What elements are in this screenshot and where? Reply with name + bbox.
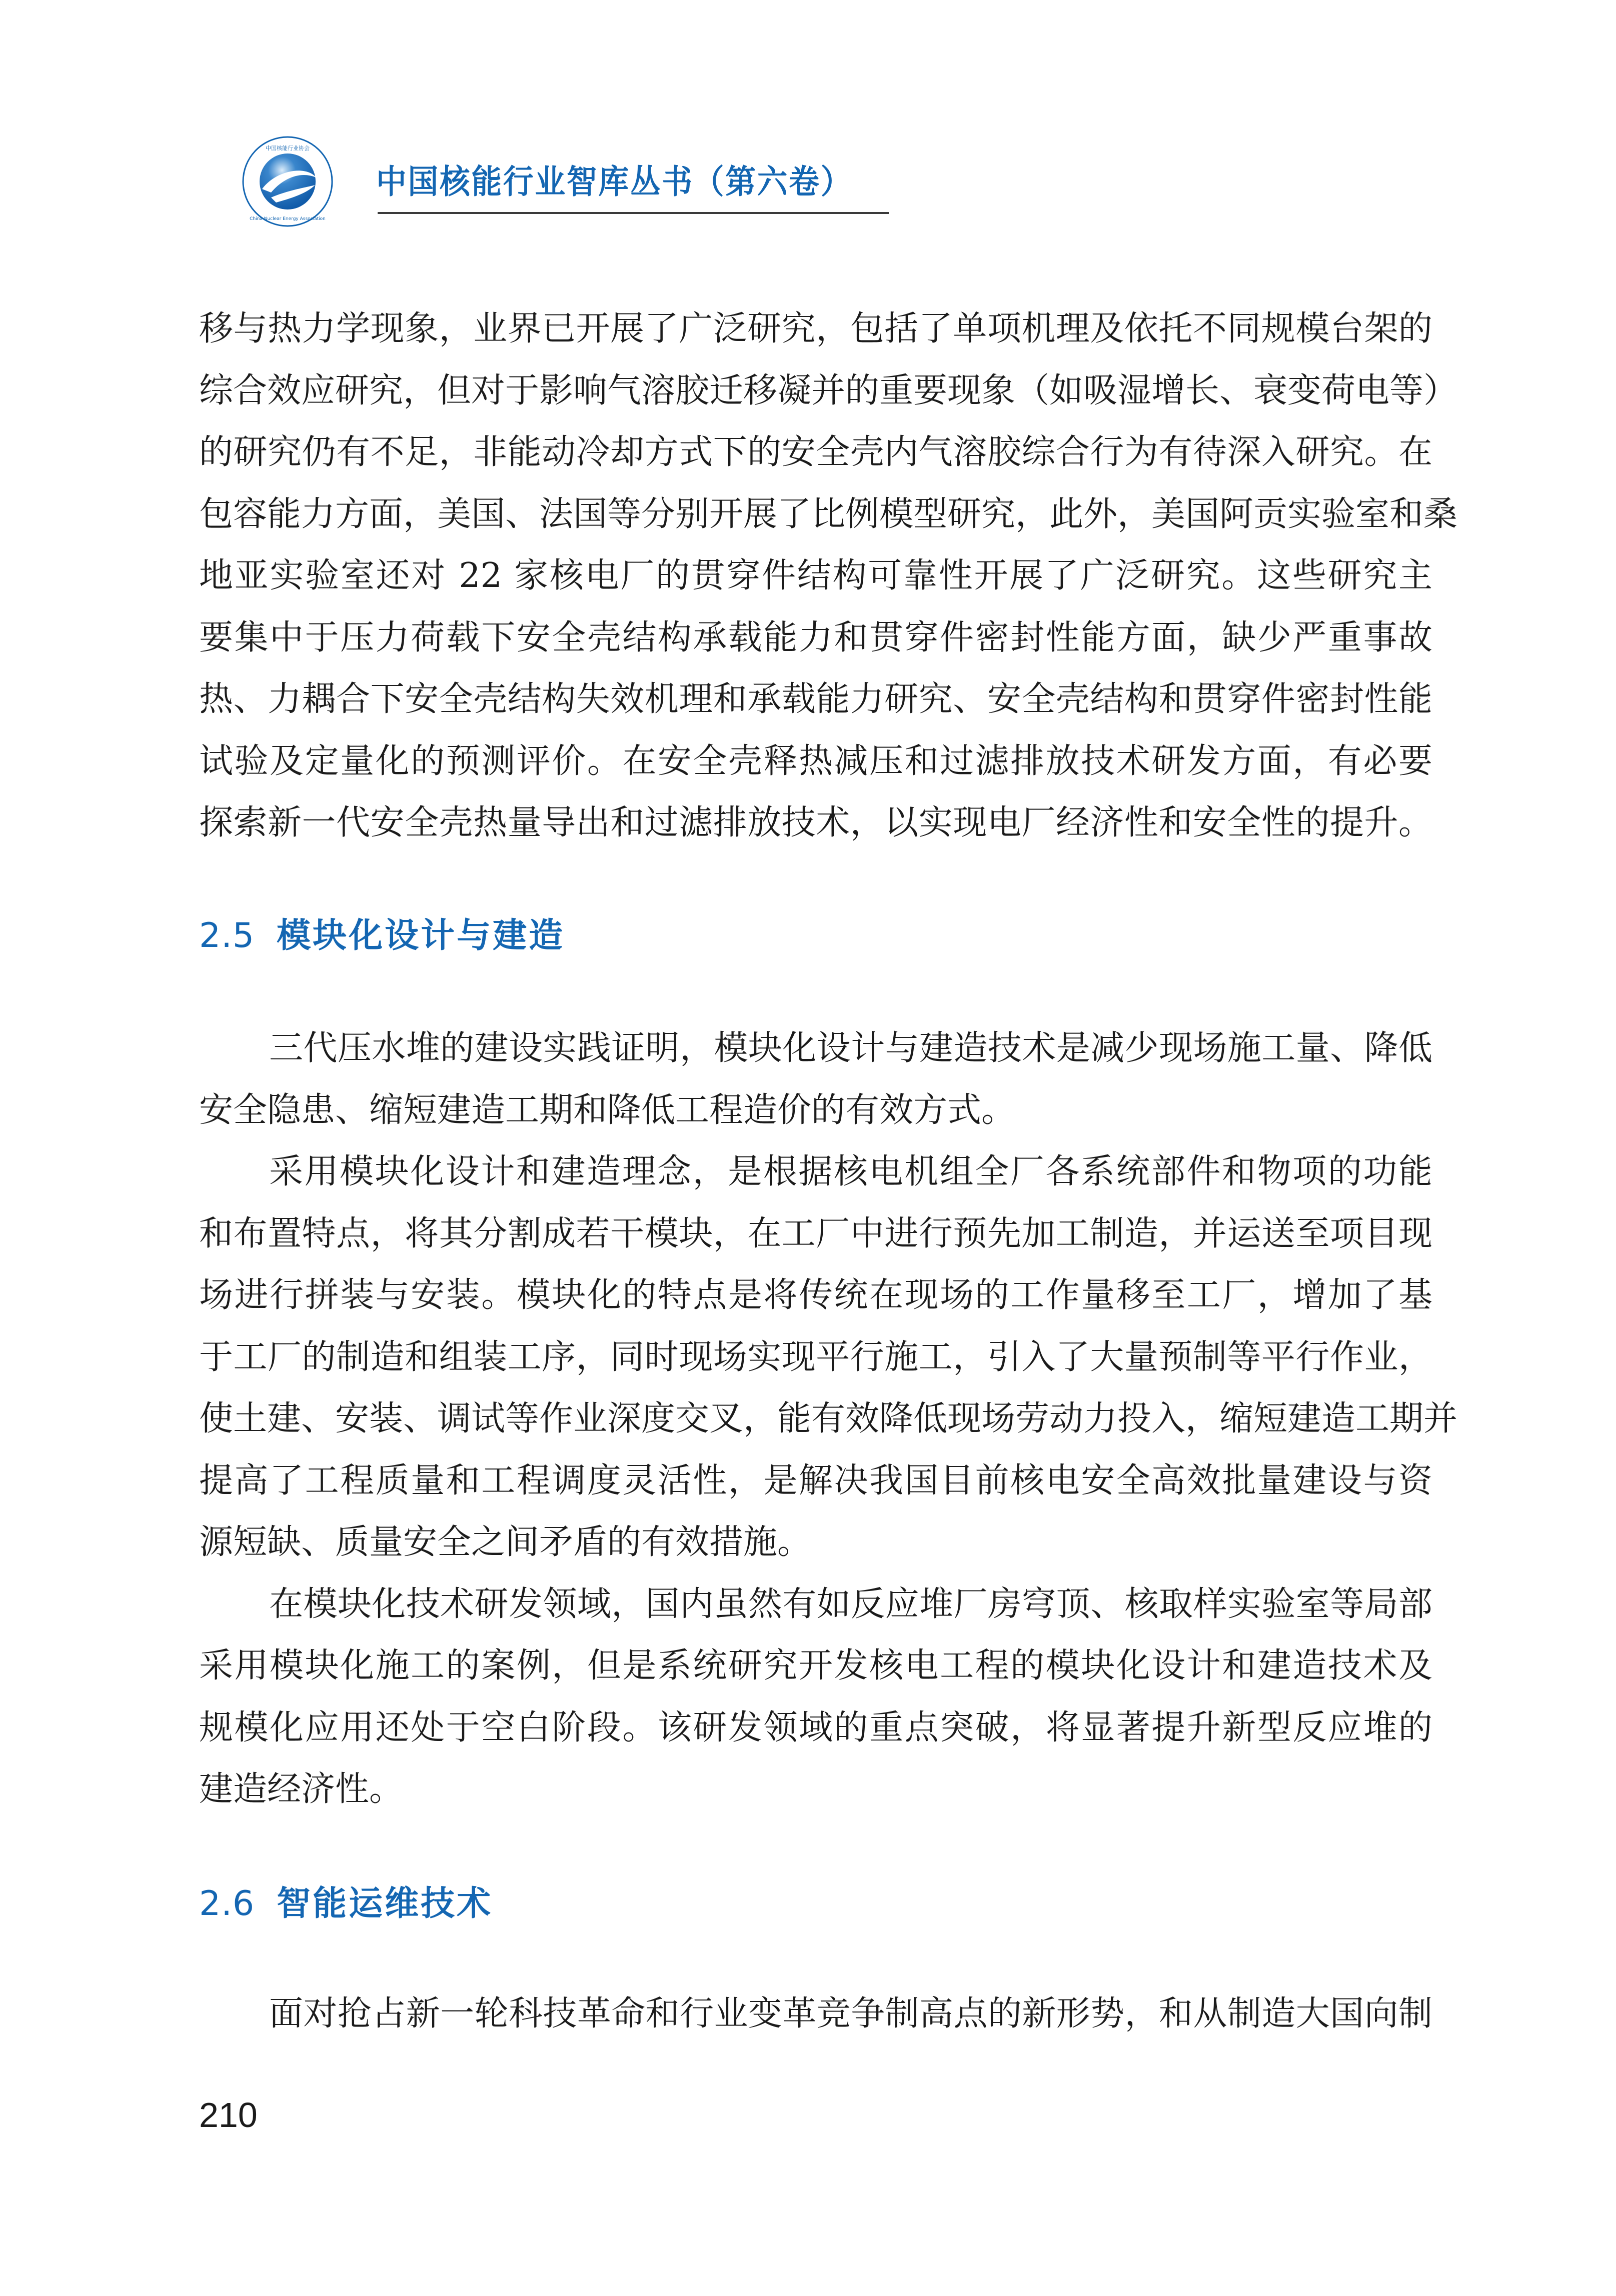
section-number: 2.6 bbox=[199, 1884, 255, 1924]
text-line: 包容能力方面，美国、法国等分别开展了比例模型研究，此外，美国阿贡实验室和桑 bbox=[199, 494, 1458, 534]
section-heading-2-6 bbox=[199, 1882, 493, 1926]
section-number: 2.5 bbox=[199, 916, 255, 956]
text-line: 采用模块化设计和建造理念，是根据核电机组全厂各系统部件和物项的功能 bbox=[269, 1152, 1432, 1192]
section-heading-2-5 bbox=[199, 914, 565, 958]
section-2-5-body bbox=[199, 1018, 1458, 1820]
text-line: 安全隐患、缩短建造工期和降低工程造价的有效方式。 bbox=[199, 1090, 1016, 1130]
text-line: 面对抢占新一轮科技革命和行业变革竞争制高点的新形势，和从制造大国向制 bbox=[269, 1994, 1432, 2034]
text-line: 源短缺、质量安全之间矛盾的有效措施。 bbox=[199, 1522, 812, 1562]
svg-text:中国核能行业协会: 中国核能行业协会 bbox=[266, 145, 310, 152]
paragraph-continuation bbox=[199, 298, 1458, 854]
section-2-6-body bbox=[199, 1983, 1432, 2045]
text-line: 建造经济性。 bbox=[199, 1770, 404, 1809]
text-line: 热、力耦合下安全壳结构失效机理和承载能力研究、安全壳结构和贯穿件密封性能 bbox=[199, 680, 1432, 719]
text-line: 规模化应用还处于空白阶段。该研发领域的重点突破，将显著提升新型反应堆的 bbox=[199, 1708, 1432, 1748]
text-line: 移与热力学现象，业界已开展了广泛研究，包括了单项机理及依托不同规模台架的 bbox=[199, 309, 1432, 348]
text-line: 三代压水堆的建设实践证明，模块化设计与建造技术是减少现场施工量、降低 bbox=[269, 1028, 1432, 1068]
section-title: 模块化设计与建造 bbox=[277, 916, 565, 956]
text-line: 于工厂的制造和组装工序，同时现场实现平行施工，引入了大量预制等平行作业， bbox=[199, 1337, 1432, 1377]
text-line: 要集中于压力荷载下安全壳结构承载能力和贯穿件密封性能方面，缺少严重事故 bbox=[199, 618, 1432, 658]
header-divider bbox=[378, 212, 889, 214]
text-line: 和布置特点，将其分割成若干模块，在工厂中进行预先加工制造，并运送至项目现 bbox=[199, 1214, 1432, 1254]
association-logo-icon bbox=[241, 135, 334, 228]
text-line: 综合效应研究，但对于影响气溶胶迁移凝并的重要现象（如吸湿增长、衰变荷电等） bbox=[199, 370, 1458, 410]
svg-text:China Nuclear Energy Associati: China Nuclear Energy Association bbox=[250, 216, 326, 222]
text-line: 使土建、安装、调试等作业深度交叉，能有效降低现场劳动力投入，缩短建造工期并 bbox=[199, 1399, 1458, 1438]
section-title: 智能运维技术 bbox=[277, 1884, 493, 1924]
text-line: 探索新一代安全壳热量导出和过滤排放技术，以实现电厂经济性和安全性的提升。 bbox=[199, 803, 1432, 842]
text-line: 场进行拼装与安装。模块化的特点是将传统在现场的工作量移至工厂，增加了基 bbox=[199, 1276, 1432, 1315]
text-line: 试验及定量化的预测评价。在安全壳释热减压和过滤排放技术研发方面，有必要 bbox=[199, 741, 1432, 781]
text-line: 在模块化技术研发领域，国内虽然有如反应堆厂房穹顶、核取样实验室等局部 bbox=[269, 1584, 1432, 1624]
text-line: 采用模块化施工的案例，但是系统研究开发核电工程的模块化设计和建造技术及 bbox=[199, 1646, 1432, 1686]
text-line: 地亚实验室还对 22 家核电厂的贯穿件结构可靠性开展了广泛研究。这些研究主 bbox=[199, 556, 1432, 596]
text-line: 的研究仍有不足，非能动冷却方式下的安全壳内气溶胶综合行为有待深入研究。在 bbox=[199, 432, 1432, 472]
book-series-title: 中国核能行业智库丛书（第六卷） bbox=[376, 162, 853, 201]
page-number: 210 bbox=[199, 2096, 258, 2134]
text-line: 提高了工程质量和工程调度灵活性，是解决我国目前核电安全高效批量建设与资 bbox=[199, 1460, 1432, 1500]
